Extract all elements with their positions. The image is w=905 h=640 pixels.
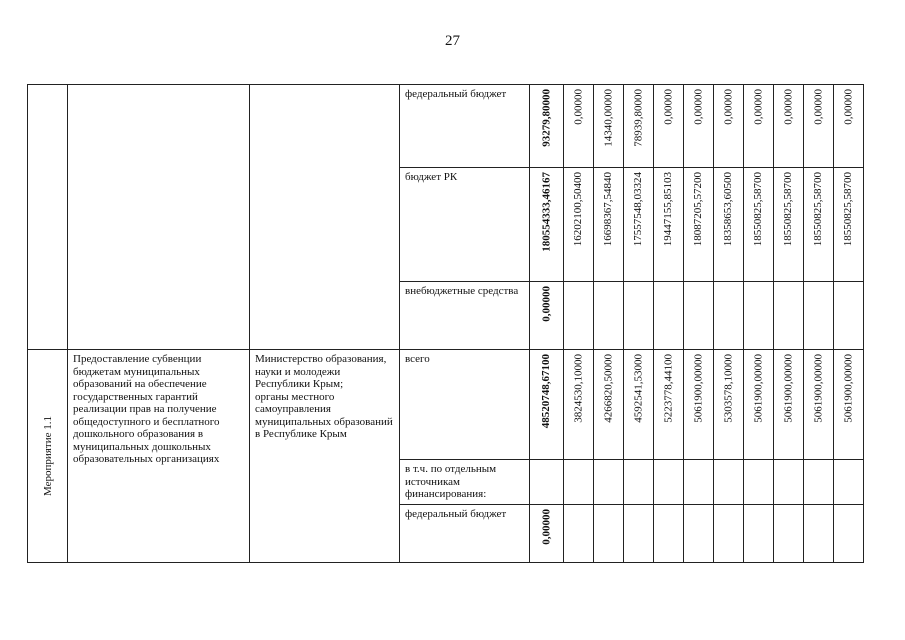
measure-label-cell-prev bbox=[28, 85, 68, 350]
empty-cell bbox=[624, 460, 654, 505]
year-value: 4266820,50000 bbox=[602, 354, 615, 423]
total-cell: 0,00000 bbox=[540, 509, 553, 545]
total-cell: 180554333,46167 bbox=[540, 172, 553, 252]
year-value: 0,00000 bbox=[752, 89, 765, 125]
source-federal-budget: федеральный бюджет bbox=[405, 88, 507, 100]
executor-local-authorities: органы местного самоуправления муниципальных образований в Республике Крым bbox=[255, 390, 393, 440]
year-value: 0,00000 bbox=[842, 89, 855, 125]
empty-cell bbox=[834, 505, 864, 563]
empty-cell bbox=[744, 282, 774, 350]
empty-cell bbox=[834, 282, 864, 350]
source-by-individual-sources: в т.ч. по отдельным источникам финансирования: bbox=[405, 463, 497, 500]
table-row bbox=[28, 350, 864, 460]
empty-cell bbox=[714, 282, 744, 350]
total-cell: 48520748,67100 bbox=[540, 354, 553, 429]
year-value: 0,00000 bbox=[782, 89, 795, 125]
empty-cell bbox=[684, 505, 714, 563]
empty-cell bbox=[714, 505, 744, 563]
total-cell: 93279,80000 bbox=[540, 89, 553, 147]
empty-cell bbox=[654, 505, 684, 563]
year-value: 19447155,85103 bbox=[662, 172, 675, 247]
year-value: 18550825,58700 bbox=[842, 172, 855, 247]
year-value: 0,00000 bbox=[722, 89, 735, 125]
empty-cell bbox=[744, 505, 774, 563]
empty-cell bbox=[714, 460, 744, 505]
year-value: 0,00000 bbox=[572, 89, 585, 125]
empty-cell bbox=[594, 282, 624, 350]
year-value: 0,00000 bbox=[692, 89, 705, 125]
empty-cell bbox=[654, 460, 684, 505]
year-value: 5223778,44100 bbox=[662, 354, 675, 423]
measure-label: Мероприятие 1.1 bbox=[41, 416, 54, 496]
empty-cell bbox=[624, 282, 654, 350]
empty-cell bbox=[594, 505, 624, 563]
empty-cell bbox=[774, 505, 804, 563]
year-value: 18087205,57200 bbox=[692, 172, 705, 247]
executor-ministry: Министерство образования, науки и молодежи Республики Крым; bbox=[255, 353, 387, 390]
empty-cell bbox=[594, 460, 624, 505]
empty-cell bbox=[744, 460, 774, 505]
year-value: 16698367,54840 bbox=[602, 172, 615, 247]
year-value: 17557548,03324 bbox=[632, 172, 645, 247]
empty-cell bbox=[684, 282, 714, 350]
empty-cell bbox=[654, 282, 684, 350]
empty-cell bbox=[530, 460, 564, 505]
empty-cell bbox=[564, 460, 594, 505]
empty-cell bbox=[804, 460, 834, 505]
year-value: 5061900,00000 bbox=[752, 354, 765, 423]
empty-cell bbox=[774, 282, 804, 350]
year-value: 5303578,10000 bbox=[722, 354, 735, 423]
year-value: 5061900,00000 bbox=[692, 354, 705, 423]
year-value: 18550825,58700 bbox=[752, 172, 765, 247]
source-rk-budget: бюджет РК bbox=[405, 171, 458, 183]
budget-table bbox=[27, 84, 864, 563]
total-cell: 0,00000 bbox=[540, 286, 553, 322]
year-value: 4592541,53000 bbox=[632, 354, 645, 423]
year-value: 78939,80000 bbox=[632, 89, 645, 147]
source-total: всего bbox=[405, 353, 430, 365]
source-extrabudgetary: внебюджетные средства bbox=[405, 285, 519, 297]
empty-cell bbox=[684, 460, 714, 505]
table-row bbox=[28, 85, 864, 168]
year-value: 5061900,00000 bbox=[812, 354, 825, 423]
empty-cell bbox=[774, 460, 804, 505]
measure-description: Предоставление субвенции бюджетам муниципальных образований на обеспечение государственных гарантий реализации прав на получение общедоступного и бесплатного дошкольного образования в муниципальных дошкольных образовательных организациях bbox=[73, 353, 220, 465]
year-value: 18358653,60500 bbox=[722, 172, 735, 247]
year-value: 5061900,00000 bbox=[842, 354, 855, 423]
page-number: 27 bbox=[445, 33, 460, 49]
year-value: 18550825,58700 bbox=[812, 172, 825, 247]
year-value: 16202100,50400 bbox=[572, 172, 585, 247]
empty-cell bbox=[804, 282, 834, 350]
year-value: 0,00000 bbox=[662, 89, 675, 125]
empty-cell bbox=[564, 505, 594, 563]
measure-label-cell bbox=[28, 350, 68, 563]
empty-cell bbox=[804, 505, 834, 563]
year-value: 14340,00000 bbox=[602, 89, 615, 147]
year-value: 3824530,10000 bbox=[572, 354, 585, 423]
empty-cell bbox=[624, 505, 654, 563]
year-value: 0,00000 bbox=[812, 89, 825, 125]
year-value: 5061900,00000 bbox=[782, 354, 795, 423]
year-value: 18550825,58700 bbox=[782, 172, 795, 247]
source-federal-budget: федеральный бюджет bbox=[405, 508, 507, 520]
empty-cell bbox=[834, 460, 864, 505]
executor-cell-prev bbox=[250, 85, 400, 350]
measure-executor bbox=[250, 350, 399, 441]
empty-cell bbox=[564, 282, 594, 350]
description-cell-prev bbox=[68, 85, 250, 350]
